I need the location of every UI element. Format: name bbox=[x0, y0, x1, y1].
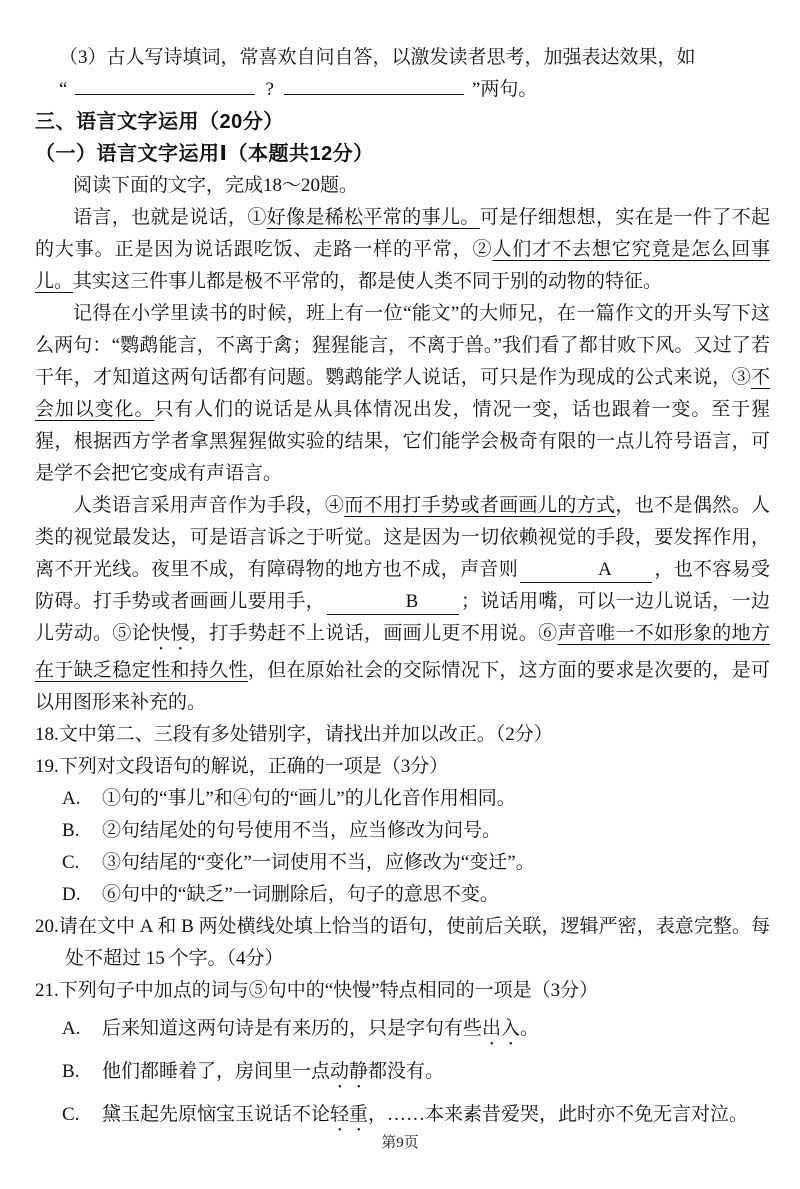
text-run: ，打手势赶不上说话，画画儿更不用说。 bbox=[189, 623, 539, 644]
option-label: C. bbox=[62, 1104, 80, 1125]
option-label: A. bbox=[62, 788, 81, 809]
text-run: ④ bbox=[324, 495, 345, 516]
fill-question-tail: 两句。 bbox=[480, 79, 538, 100]
question-21-option-a bbox=[62, 1013, 770, 1050]
option-label: D. bbox=[62, 884, 81, 905]
question-21-stem: 21.下列句子中加点的词与⑤句中的“快慢”特点相同的一项是（3分） bbox=[35, 980, 599, 1001]
answer-blank-line-2 bbox=[284, 74, 464, 95]
text-run: ⑤ bbox=[112, 623, 132, 644]
question-19-option-d bbox=[62, 879, 770, 911]
text-run: 后来知道这两句诗是有来历的，只是字句有些 bbox=[102, 1018, 483, 1039]
passage-paragraph-3 bbox=[35, 490, 770, 719]
reading-instruction: 阅读下面的文字，完成18～20题。 bbox=[73, 175, 359, 196]
fill-question-blanks-line bbox=[59, 74, 770, 106]
option-label: B. bbox=[62, 820, 80, 841]
text-run: 黛玉起先原恼宝玉说话不论 bbox=[102, 1104, 331, 1125]
underlined-sentence: 而不用打手势或者画画儿的方式 bbox=[344, 495, 616, 516]
question-18: 18.文中第二、三段有多处错别字，请找出并加以改正。（2分） bbox=[35, 724, 553, 745]
emphasized-word: 快慢 bbox=[151, 623, 190, 644]
inline-answer-blank: B bbox=[327, 590, 459, 615]
open-quote: “ bbox=[59, 79, 68, 100]
underlined-sentence: 不会加以变化。 bbox=[35, 367, 770, 420]
page-number: 第9页 bbox=[381, 1135, 419, 1151]
underlined-sentence: 声音唯一不如形象的地方在于缺乏稳定性和持久性 bbox=[35, 623, 770, 681]
text-run: ③ bbox=[731, 367, 751, 388]
option-text bbox=[102, 1013, 770, 1050]
question-mark: ? bbox=[265, 79, 274, 100]
text-run: ，也不容易受防碍。打手势或者画画儿要用手， bbox=[35, 559, 770, 612]
text-run: ① bbox=[247, 207, 267, 228]
inline-answer-blank: A bbox=[520, 558, 652, 583]
text-run: 论 bbox=[131, 623, 152, 644]
question-19-option-c bbox=[62, 847, 770, 879]
text-run: ；说话用嘴，可以一边儿说话，一边儿劳动。 bbox=[35, 591, 770, 644]
text-run: 只有人们的说话是从具体情况出发，情况一变，话也跟着一变。至于猩猩，根据西方学者拿黑猩猩做实验的结果，它们能学会极奇有限的一点儿符号语言，可是学不会把它变成有声语言。 bbox=[35, 399, 770, 484]
text-run: 人类语言采用声音作为手段， bbox=[73, 495, 325, 516]
question-21-option-b bbox=[62, 1056, 770, 1093]
text-run: ，也不是偶然。人类的视觉最发达，可是语言诉之于听觉。这是因为一切依赖视觉的手段，要发挥作用，离不开光线。夜里不成，有障碍物的地方也不成，声音则 bbox=[35, 495, 770, 580]
text-run: 其实这三件事儿都是极不平常的，都是使人类不同于别的动物的特征。 bbox=[73, 271, 663, 292]
text-run: 可是仔细想想，实在是一件了不起的大事。正是因为说话跟吃饭、走路一样的平常， bbox=[35, 207, 770, 260]
emphasized-word: 轻重 bbox=[330, 1104, 369, 1125]
text-run: ，但在原始社会的交际情况下，这方面的要求是次要的，是可以用图形来补充的。 bbox=[35, 660, 770, 713]
option-label: B. bbox=[62, 1061, 80, 1082]
underlined-sentence: 好像是稀松平常的事儿。 bbox=[266, 207, 480, 228]
passage-paragraph-1 bbox=[35, 202, 770, 298]
text-run: ，……本来素昔爱哭，此时亦不免无言对泣。 bbox=[368, 1104, 749, 1125]
section-title: 三、语言文字运用（20分） bbox=[35, 111, 284, 133]
text-run: 。 bbox=[520, 1018, 540, 1039]
close-quote: ” bbox=[471, 79, 481, 100]
fill-question-intro bbox=[59, 42, 770, 74]
emphasized-word: 动静 bbox=[330, 1061, 369, 1082]
question-20: 20.请在文中 A 和 B 两处横线处填上恰当的语句，使前后关联，逻辑严密，表意完整。每处不超过 15 个字。（4分） bbox=[35, 916, 770, 969]
option-text bbox=[102, 1056, 770, 1093]
answer-blank-line-1 bbox=[75, 74, 255, 95]
text-run: ② bbox=[472, 239, 493, 260]
option-label: A. bbox=[62, 1018, 81, 1039]
question-19-option-a bbox=[62, 783, 770, 815]
passage-paragraph-2 bbox=[35, 298, 770, 490]
underlined-sentence: 人们才不去想它究竟是怎么回事儿。 bbox=[35, 239, 770, 292]
option-text: ③句结尾的“变化”一词使用不当，应修改为“变迁”。 bbox=[102, 852, 535, 873]
text-run: ⑥ bbox=[538, 623, 558, 644]
question-19-option-b bbox=[62, 815, 770, 847]
fill-question-intro-text: （3）古人写诗填词，常喜欢自问自答，以激发读者思考，加强表达效果，如 bbox=[59, 47, 696, 68]
option-text: ①句的“事儿”和④句的“画儿”的儿化音作用相同。 bbox=[102, 788, 516, 809]
option-text: ②句结尾处的句号使用不当，应当修改为问号。 bbox=[102, 820, 502, 841]
emphasized-word: 出入 bbox=[482, 1018, 521, 1039]
text-run: 都没有。 bbox=[368, 1061, 445, 1082]
text-run: 语言，也就是说话， bbox=[73, 207, 248, 228]
text-run: 他们都睡着了，房间里一点 bbox=[102, 1061, 331, 1082]
section-subtitle: （一）语言文字运用Ⅰ（本题共12分） bbox=[35, 143, 374, 165]
option-text: ⑥句中的“缺乏”一词删除后，句子的意思不变。 bbox=[102, 884, 499, 905]
text-run: 记得在小学里读书的时候，班上有一位“能文”的大师兄，在一篇作文的开头写下这么两句：“鹦鹉能言，不离于禽；猩猩能言，不离于兽。”我们看了都甘败下风。又过了若干年，才知道这两句话都有问题。鹦鹉能学人说话，可只是作为现成的公式来说， bbox=[35, 303, 770, 388]
question-19-stem: 19.下列对文段语句的解说，正确的一项是（3分） bbox=[35, 756, 449, 777]
option-label: C. bbox=[62, 852, 80, 873]
